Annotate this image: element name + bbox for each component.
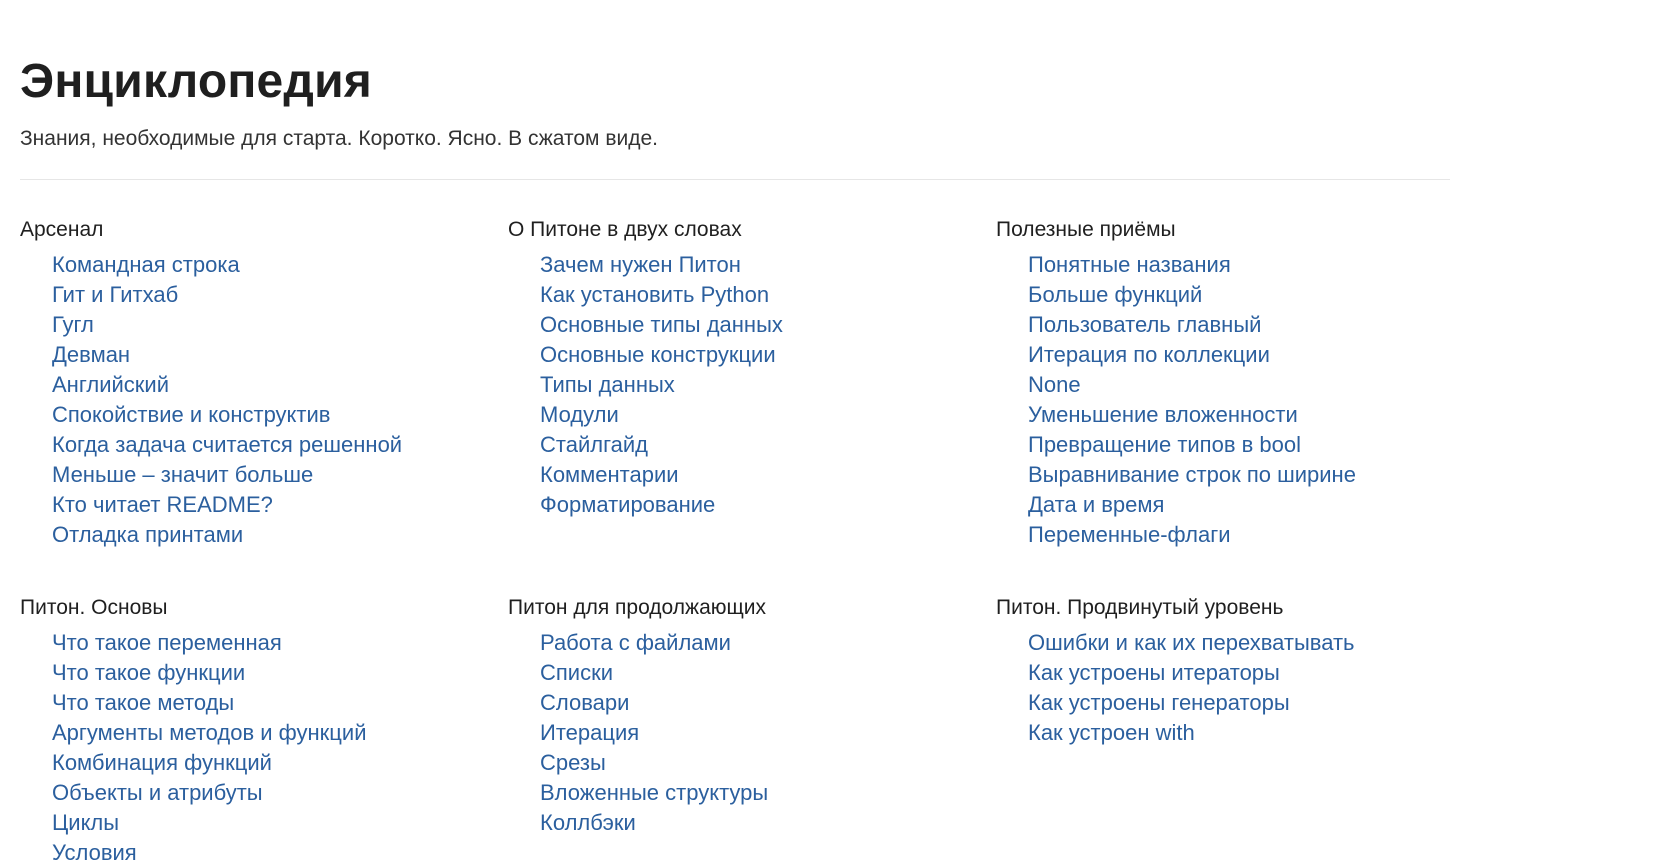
link-with-statement[interactable]: Как устроен with bbox=[1028, 720, 1195, 745]
list-item bbox=[540, 250, 996, 280]
list-item bbox=[1028, 430, 1450, 460]
link-calm-constructive[interactable]: Спокойствие и конструктив bbox=[52, 402, 331, 427]
link-objects-attributes[interactable]: Объекты и атрибуты bbox=[52, 780, 263, 805]
link-data-types[interactable]: Типы данных bbox=[540, 372, 675, 397]
section-link-list bbox=[996, 250, 1450, 550]
link-date-time[interactable]: Дата и время bbox=[1028, 492, 1165, 517]
list-item bbox=[540, 688, 996, 718]
section-link-list bbox=[508, 628, 996, 838]
link-nested-structures[interactable]: Вложенные структуры bbox=[540, 780, 769, 805]
section-arsenal bbox=[20, 216, 508, 594]
list-item bbox=[540, 340, 996, 370]
list-item bbox=[1028, 520, 1450, 550]
link-string-alignment[interactable]: Выравнивание строк по ширине bbox=[1028, 462, 1356, 487]
list-item bbox=[540, 490, 996, 520]
section-python-basics bbox=[20, 594, 508, 860]
link-less-nesting[interactable]: Уменьшение вложенности bbox=[1028, 402, 1298, 427]
list-item bbox=[1028, 280, 1450, 310]
encyclopedia-page bbox=[20, 0, 1450, 860]
list-item bbox=[1028, 400, 1450, 430]
section-title: О Питоне в двух словах bbox=[508, 218, 742, 241]
list-item bbox=[52, 718, 508, 748]
list-item bbox=[540, 658, 996, 688]
link-comments[interactable]: Комментарии bbox=[540, 462, 679, 487]
link-who-reads-readme[interactable]: Кто читает README? bbox=[52, 492, 273, 517]
section-link-list bbox=[508, 250, 996, 520]
section-title: Питон для продолжающих bbox=[508, 596, 767, 619]
link-working-with-files[interactable]: Работа с файлами bbox=[540, 630, 731, 655]
link-task-done[interactable]: Когда задача считается решенной bbox=[52, 432, 403, 457]
list-item bbox=[52, 250, 508, 280]
list-item bbox=[1028, 370, 1450, 400]
link-basic-data-types[interactable]: Основные типы данных bbox=[540, 312, 783, 337]
link-less-is-more[interactable]: Меньше – значит больше bbox=[52, 462, 314, 487]
list-item bbox=[52, 310, 508, 340]
link-formatting[interactable]: Форматирование bbox=[540, 492, 716, 517]
link-styleguide[interactable]: Стайлгайд bbox=[540, 432, 648, 457]
section-useful-tricks bbox=[996, 216, 1450, 594]
list-item bbox=[52, 778, 508, 808]
section-python-intermediate bbox=[508, 594, 996, 860]
link-command-line[interactable]: Командная строка bbox=[52, 252, 240, 277]
list-item bbox=[52, 370, 508, 400]
link-collection-iteration[interactable]: Итерация по коллекции bbox=[1028, 342, 1270, 367]
list-item bbox=[52, 628, 508, 658]
link-method-arguments[interactable]: Аргументы методов и функций bbox=[52, 720, 367, 745]
sections-grid bbox=[20, 216, 1450, 860]
link-google[interactable]: Гугл bbox=[52, 312, 94, 337]
link-what-are-functions[interactable]: Что такое функции bbox=[52, 660, 246, 685]
section-link-list bbox=[20, 250, 508, 550]
section-title: Полезные приёмы bbox=[996, 218, 1176, 241]
section-title: Питон. Продвинутый уровень bbox=[996, 596, 1284, 619]
link-git-github[interactable]: Гит и Гитхаб bbox=[52, 282, 179, 307]
list-item bbox=[540, 280, 996, 310]
list-item bbox=[1028, 340, 1450, 370]
link-conditions[interactable]: Условия bbox=[52, 840, 137, 860]
link-user-first[interactable]: Пользователь главный bbox=[1028, 312, 1262, 337]
list-item bbox=[1028, 460, 1450, 490]
list-item bbox=[52, 838, 508, 860]
list-item bbox=[540, 628, 996, 658]
link-what-is-variable[interactable]: Что такое переменная bbox=[52, 630, 282, 655]
link-why-python[interactable]: Зачем нужен Питон bbox=[540, 252, 741, 277]
link-bool-conversion[interactable]: Превращение типов в bool bbox=[1028, 432, 1302, 457]
list-item bbox=[1028, 658, 1450, 688]
list-item bbox=[1028, 688, 1450, 718]
page-subtitle: Знания, необходимые для старта. Коротко. Ясно. В сжатом виде. bbox=[20, 127, 658, 150]
list-item bbox=[52, 430, 508, 460]
link-iterators[interactable]: Как устроены итераторы bbox=[1028, 660, 1280, 685]
list-item bbox=[1028, 718, 1450, 748]
list-item bbox=[52, 340, 508, 370]
link-callbacks[interactable]: Коллбэки bbox=[540, 810, 636, 835]
link-more-functions[interactable]: Больше функций bbox=[1028, 282, 1203, 307]
link-what-are-methods[interactable]: Что такое методы bbox=[52, 690, 235, 715]
list-item bbox=[540, 460, 996, 490]
section-python-advanced bbox=[996, 594, 1450, 860]
list-item bbox=[1028, 628, 1450, 658]
link-install-python[interactable]: Как установить Python bbox=[540, 282, 770, 307]
link-clear-names[interactable]: Понятные названия bbox=[1028, 252, 1231, 277]
header-divider bbox=[20, 179, 1450, 180]
link-generators[interactable]: Как устроены генераторы bbox=[1028, 690, 1290, 715]
link-function-combination[interactable]: Комбинация функций bbox=[52, 750, 272, 775]
link-iteration[interactable]: Итерация bbox=[540, 720, 640, 745]
list-item bbox=[52, 490, 508, 520]
list-item bbox=[52, 400, 508, 430]
list-item bbox=[1028, 310, 1450, 340]
page-title: Энциклопедия bbox=[20, 55, 373, 108]
section-link-list bbox=[996, 628, 1450, 748]
link-loops[interactable]: Циклы bbox=[52, 810, 120, 835]
list-item bbox=[540, 370, 996, 400]
list-item bbox=[52, 748, 508, 778]
list-item bbox=[540, 430, 996, 460]
list-item bbox=[540, 808, 996, 838]
section-title: Арсенал bbox=[20, 218, 104, 241]
link-print-debugging[interactable]: Отладка принтами bbox=[52, 522, 244, 547]
link-dictionaries[interactable]: Словари bbox=[540, 690, 630, 715]
list-item bbox=[52, 658, 508, 688]
list-item bbox=[1028, 490, 1450, 520]
link-basic-constructs[interactable]: Основные конструкции bbox=[540, 342, 776, 367]
list-item bbox=[540, 778, 996, 808]
list-item bbox=[52, 460, 508, 490]
link-devman[interactable]: Девман bbox=[52, 342, 131, 367]
section-link-list bbox=[20, 628, 508, 860]
section-title: Питон. Основы bbox=[20, 596, 168, 619]
list-item bbox=[52, 808, 508, 838]
section-python-in-brief bbox=[508, 216, 996, 594]
link-english[interactable]: Английский bbox=[52, 372, 169, 397]
link-errors-exceptions[interactable]: Ошибки и как их перехватывать bbox=[1028, 630, 1355, 655]
list-item bbox=[1028, 250, 1450, 280]
list-item bbox=[540, 400, 996, 430]
list-item bbox=[52, 280, 508, 310]
link-flag-variables[interactable]: Переменные-флаги bbox=[1028, 522, 1231, 547]
list-item bbox=[52, 520, 508, 550]
list-item bbox=[540, 748, 996, 778]
link-none[interactable]: None bbox=[1028, 372, 1081, 397]
link-modules[interactable]: Модули bbox=[540, 402, 619, 427]
link-slices[interactable]: Срезы bbox=[540, 750, 606, 775]
list-item bbox=[540, 310, 996, 340]
list-item bbox=[540, 718, 996, 748]
link-lists[interactable]: Списки bbox=[540, 660, 614, 685]
list-item bbox=[52, 688, 508, 718]
